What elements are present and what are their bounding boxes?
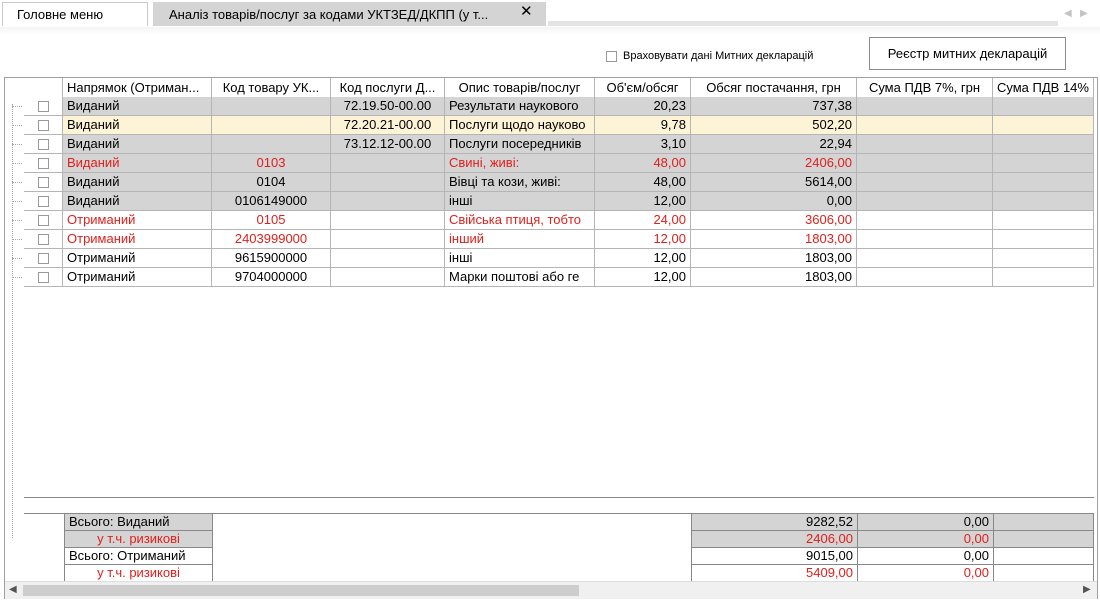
cell-supply: 0,00 [691,192,857,211]
totals-vat7: 0,00 [857,548,994,565]
tree-branch [12,201,22,202]
customs-checkbox[interactable] [606,51,617,62]
table-row[interactable] [24,135,1094,154]
tree-branch [12,277,22,278]
cell-supply: 2406,00 [691,154,857,173]
cell-vat7 [857,211,993,230]
cell-description: Марки поштові або ге [445,268,595,287]
tab-strip-line [548,21,1058,26]
checkbox-icon[interactable] [38,101,49,112]
cell-supply: 502,20 [691,116,857,135]
column-header-description[interactable]: Опис товарів/послуг [445,78,595,98]
totals-supply: 5409,00 [691,565,858,582]
row-select-cell[interactable] [24,230,63,249]
table-row[interactable] [24,211,1094,230]
cell-goods-code: 0103 [212,154,331,173]
row-select-cell[interactable] [24,268,63,287]
cell-goods-code: 0105 [212,211,331,230]
customs-checkbox-control[interactable] [606,48,813,64]
column-header-volume[interactable]: Об'єм/обсяг [595,78,691,98]
tree-branch [12,220,22,221]
cell-supply: 1803,00 [691,268,857,287]
tab-goods-analysis[interactable]: Аналіз товарів/послуг за кодами УКТЗЕД/ДКПП (у т... [153,2,546,26]
totals-label: Всього: Отриманий [64,548,213,565]
totals-label: у т.ч. ризикові [64,565,213,582]
cell-supply: 5614,00 [691,173,857,192]
tree-branch [12,106,22,107]
cell-service-code [331,154,445,173]
scroll-left-icon[interactable]: ◀ [9,584,17,595]
column-header-select[interactable] [24,78,63,98]
row-select-cell[interactable] [24,97,63,116]
cell-goods-code: 0104 [212,173,331,192]
cell-service-code [331,268,445,287]
checkbox-icon[interactable] [38,158,49,169]
scrollbar-thumb[interactable] [23,585,579,596]
cell-volume: 12,00 [595,249,691,268]
cell-vat14 [993,116,1094,135]
totals-label: у т.ч. ризикові [64,531,213,548]
row-select-cell[interactable] [24,249,63,268]
cell-supply: 3606,00 [691,211,857,230]
row-select-cell[interactable] [24,173,63,192]
cell-volume: 9,78 [595,116,691,135]
customs-registry-button[interactable]: Реєстр митних декларацій [869,37,1066,70]
column-header-goods-code[interactable]: Код товару УК... [212,78,331,98]
cell-volume: 12,00 [595,268,691,287]
grid-footer-separator [24,497,1094,514]
tree-line [12,104,14,538]
cell-description: Послуги посередників [445,135,595,154]
cell-vat7 [857,97,993,116]
cell-goods-code [212,116,331,135]
cell-vat7 [857,192,993,211]
tree-branch [12,182,22,183]
table-row[interactable] [24,268,1094,287]
row-select-cell[interactable] [24,211,63,230]
tree-branch [12,258,22,259]
tab-main-menu[interactable]: Головне меню [2,2,148,26]
horizontal-scrollbar[interactable] [5,581,1097,599]
totals-supply: 2406,00 [691,531,858,548]
cell-volume: 20,23 [595,97,691,116]
cell-service-code [331,173,445,192]
totals-supply: 9282,52 [691,514,858,531]
cell-direction: Отриманий [63,249,212,268]
cell-supply: 1803,00 [691,230,857,249]
cell-vat7 [857,135,993,154]
cell-direction: Виданий [63,173,212,192]
table-row[interactable] [24,173,1094,192]
cell-supply: 1803,00 [691,249,857,268]
column-header-supply[interactable]: Обсяг постачання, грн [691,78,857,98]
cell-direction: Виданий [63,192,212,211]
cell-goods-code: 0106149000 [212,192,331,211]
cell-supply: 737,38 [691,97,857,116]
row-select-cell[interactable] [24,116,63,135]
cell-direction: Виданий [63,97,212,116]
cell-vat14 [993,268,1094,287]
customs-checkbox-label: Враховувати дані Митних декларацій [623,50,814,62]
cell-direction: Виданий [63,154,212,173]
table-row[interactable] [24,116,1094,135]
cell-goods-code: 2403999000 [212,230,331,249]
cell-service-code: 72.20.21-00.00 [331,116,445,135]
close-icon[interactable]: ✕ [520,3,533,20]
cell-service-code [331,249,445,268]
cell-service-code [331,192,445,211]
cell-volume: 12,00 [595,230,691,249]
arrow-right-icon[interactable]: ▶ [1080,8,1088,19]
checkbox-icon[interactable] [38,139,49,150]
cell-direction: Виданий [63,135,212,154]
row-select-cell[interactable] [24,192,63,211]
column-header-vat14[interactable]: Сума ПДВ 14% [993,78,1094,98]
totals-vat7: 0,00 [857,514,994,531]
cell-service-code [331,211,445,230]
table-row[interactable] [24,154,1094,173]
cell-description: Результати наукового [445,97,595,116]
totals-vat14 [993,531,1094,548]
table-row[interactable] [24,230,1094,249]
cell-direction: Отриманий [63,211,212,230]
checkbox-icon[interactable] [38,253,49,264]
cell-vat14 [993,211,1094,230]
cell-vat14 [993,154,1094,173]
cell-description: Послуги щодо науково [445,116,595,135]
cell-vat14 [993,173,1094,192]
cell-vat14 [993,97,1094,116]
table-row[interactable] [24,192,1094,211]
cell-direction: Отриманий [63,268,212,287]
cell-vat7 [857,230,993,249]
cell-description: інші [445,192,595,211]
cell-description: Вівці та кози, живі: [445,173,595,192]
checkbox-icon[interactable] [38,196,49,207]
table-row[interactable] [24,97,1094,116]
tree-branch [12,239,22,240]
row-select-cell[interactable] [24,154,63,173]
cell-service-code: 72.19.50-00.00 [331,97,445,116]
cell-vat14 [993,230,1094,249]
checkbox-icon[interactable] [38,234,49,245]
tab-bar [0,0,1100,27]
totals-vat14 [993,514,1094,531]
cell-goods-code [212,135,331,154]
cell-goods-code [212,97,331,116]
checkbox-icon[interactable] [38,120,49,131]
tree-branch [12,144,22,145]
totals-label: Всього: Виданий [64,514,213,531]
totals-vat7: 0,00 [857,531,994,548]
column-header-service-code[interactable]: Код послуги Д... [331,78,445,98]
cell-vat7 [857,268,993,287]
cell-vat7 [857,173,993,192]
cell-goods-code: 9615900000 [212,249,331,268]
column-header-vat7[interactable]: Сума ПДВ 7%, грн [857,78,993,98]
checkbox-icon[interactable] [38,272,49,283]
cell-volume: 48,00 [595,173,691,192]
cell-vat7 [857,154,993,173]
cell-direction: Отриманий [63,230,212,249]
cell-volume: 3,10 [595,135,691,154]
totals-vat7: 0,00 [857,565,994,582]
cell-direction: Виданий [63,116,212,135]
cell-vat14 [993,135,1094,154]
arrow-left-icon[interactable]: ◀ [1064,8,1072,19]
checkbox-icon[interactable] [38,177,49,188]
tree-branch [12,125,22,126]
toolbar-background [0,27,1100,35]
cell-description: Свійська птиця, тобто [445,211,595,230]
cell-supply: 22,94 [691,135,857,154]
cell-service-code: 73.12.12-00.00 [331,135,445,154]
cell-volume: 12,00 [595,192,691,211]
column-header-direction[interactable]: Напрямок (Отриман... [63,78,212,98]
cell-volume: 24,00 [595,211,691,230]
totals-supply: 9015,00 [691,548,858,565]
totals-vat14 [993,548,1094,565]
cell-volume: 48,00 [595,154,691,173]
cell-description: інші [445,249,595,268]
table-row[interactable] [24,249,1094,268]
row-select-cell[interactable] [24,135,63,154]
checkbox-icon[interactable] [38,215,49,226]
cell-vat7 [857,116,993,135]
cell-vat14 [993,192,1094,211]
cell-description: інший [445,230,595,249]
cell-vat7 [857,249,993,268]
totals-vat14 [993,565,1094,582]
cell-service-code [331,230,445,249]
cell-goods-code: 9704000000 [212,268,331,287]
scroll-right-icon[interactable]: ▶ [1083,584,1091,595]
cell-description: Свині, живі: [445,154,595,173]
cell-vat14 [993,249,1094,268]
tree-branch [12,163,22,164]
